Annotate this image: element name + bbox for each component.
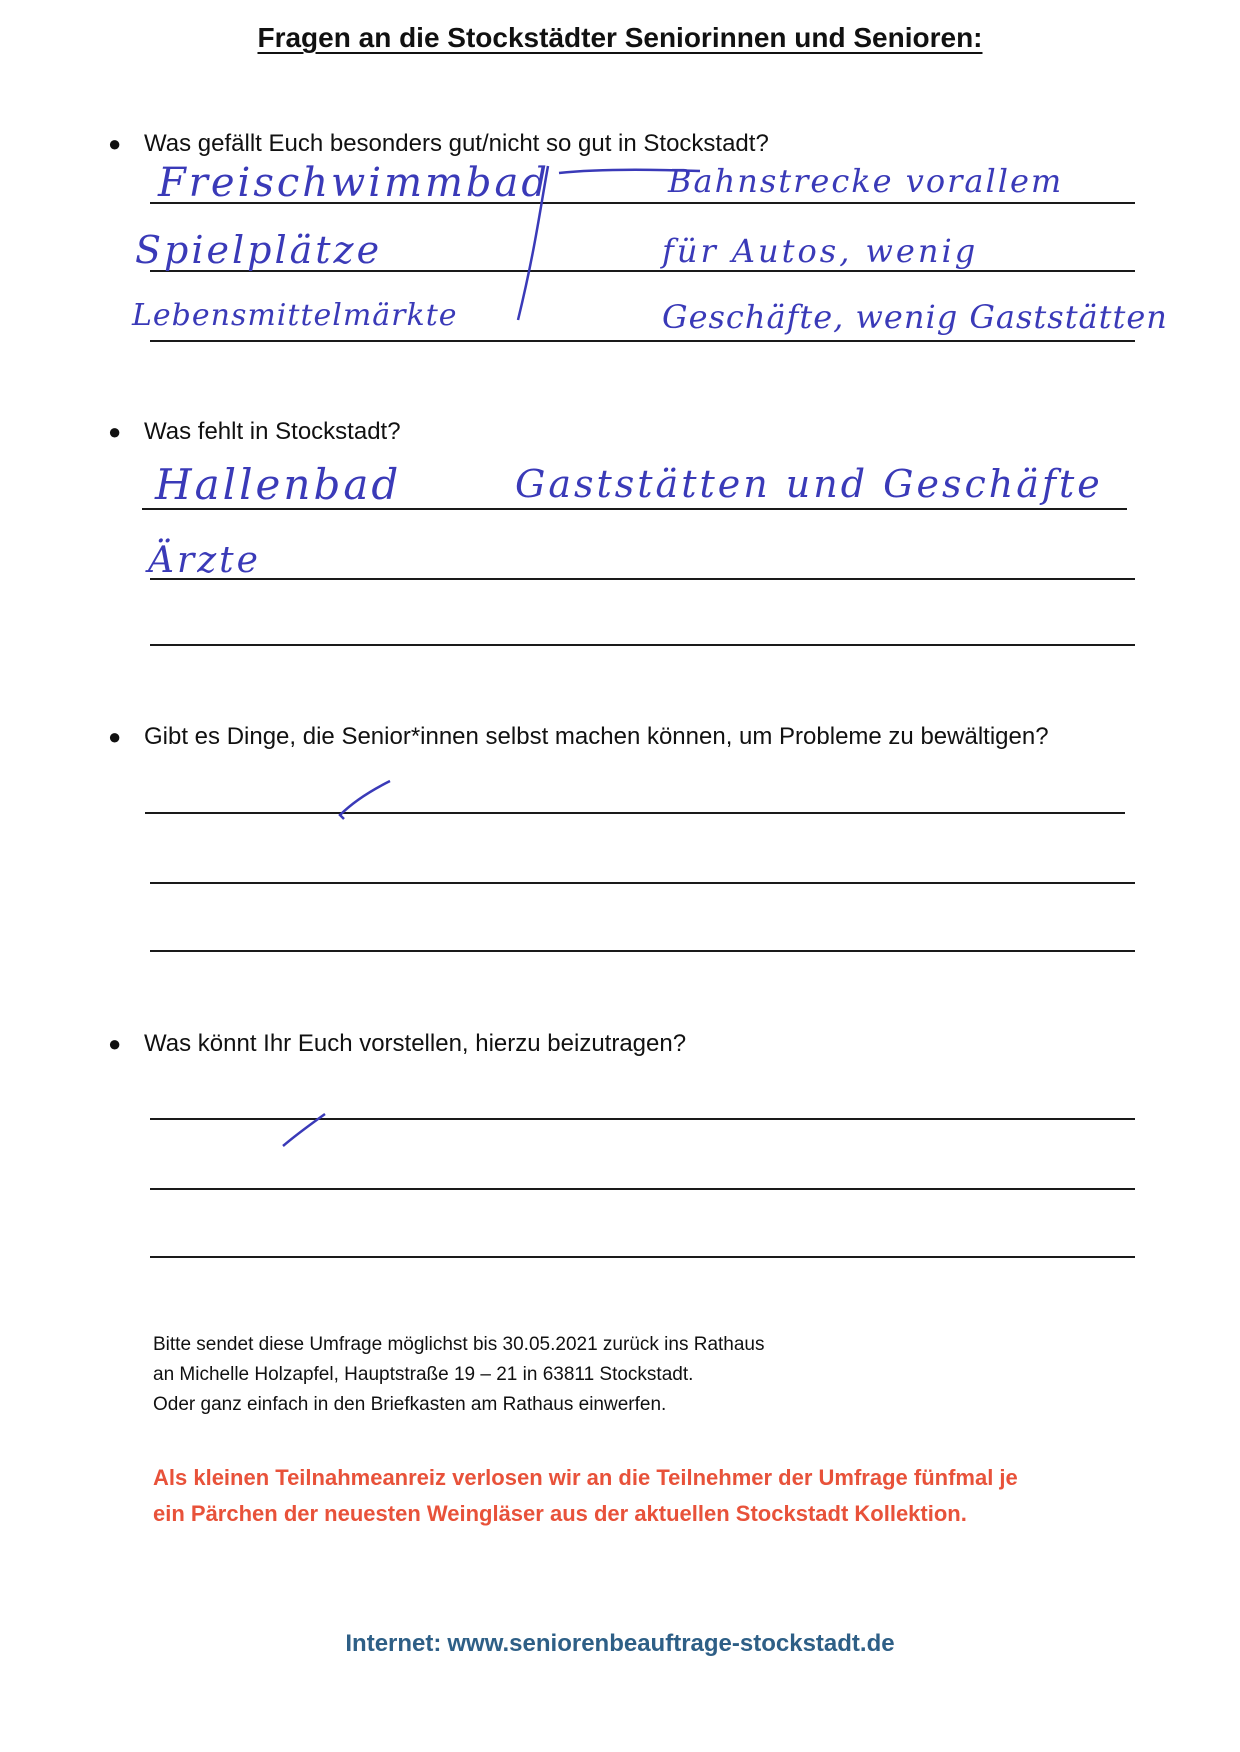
bullet-icon: ● [108,724,122,749]
pen-stroke-divider [500,160,560,330]
question-2-text: Was fehlt in Stockstadt? [144,418,401,445]
raffle-line: Als kleinen Teilnahmeanreiz verlosen wir an die Teilnehmer der Umfrage fünfmal je [153,1465,1018,1490]
question-4 [108,1030,686,1058]
footer-website [0,1630,1240,1658]
page-title: Fragen an die Stockstädter Seniorinnen und Senioren: [257,22,983,53]
answer-line [150,1188,1135,1190]
question-2 [108,418,401,446]
answer-line [150,340,1135,342]
notice-line: an Michelle Holzapfel, Hauptstraße 19 – 21 in 63811 Stockstadt. [153,1364,694,1385]
handwritten-answer: Bahnstrecke vorallem [668,162,1064,200]
footer-label: Internet: [345,1630,442,1657]
pen-stroke-mark [275,1110,335,1150]
question-3 [108,723,1049,751]
pen-stroke-mark [330,775,400,825]
raffle-notice [153,1460,1018,1532]
bullet-icon: ● [108,419,122,444]
question-4-text: Was könnt Ihr Euch vorstellen, hierzu beizutragen? [144,1030,687,1057]
return-instructions [153,1330,765,1420]
question-1-text: Was gefällt Euch besonders gut/nicht so gut in Stockstadt? [144,130,769,157]
answer-line [150,1256,1135,1258]
bullet-icon: ● [108,1031,122,1056]
raffle-line: ein Pärchen der neuesten Weingläser aus der aktuellen Stockstadt Kollektion. [153,1501,967,1526]
handwritten-answer: Lebensmittelmärkte [132,298,458,333]
question-1 [108,130,769,158]
answer-line [150,950,1135,952]
bullet-icon: ● [108,131,122,156]
notice-line: Oder ganz einfach in den Briefkasten am Rathaus einwerfen. [153,1394,667,1415]
handwritten-answer: Hallenbad [155,460,402,509]
website-link[interactable]: www.seniorenbeauftrage-stockstadt.de [447,1630,895,1657]
answer-line [150,882,1135,884]
pen-stroke-dash [555,155,705,185]
handwritten-answer: Freischwimmbad [158,160,550,206]
handwritten-answer: Geschäfte, wenig Gaststätten [662,298,1168,336]
notice-line: Bitte sendet diese Umfrage möglichst bis 30.05.2021 zurück ins Rathaus [153,1334,765,1355]
question-3-text: Gibt es Dinge, die Senior*innen selbst machen können, um Probleme zu bewältigen? [144,723,1049,750]
answer-line [150,578,1135,580]
answer-line [150,644,1135,646]
answer-line [145,812,1125,814]
handwritten-answer: Spielplätze [135,228,383,272]
handwritten-answer: für Autos, wenig [662,232,979,270]
handwritten-answer: Gaststätten und Geschäfte [515,462,1103,506]
handwritten-answer: Ärzte [148,540,261,581]
